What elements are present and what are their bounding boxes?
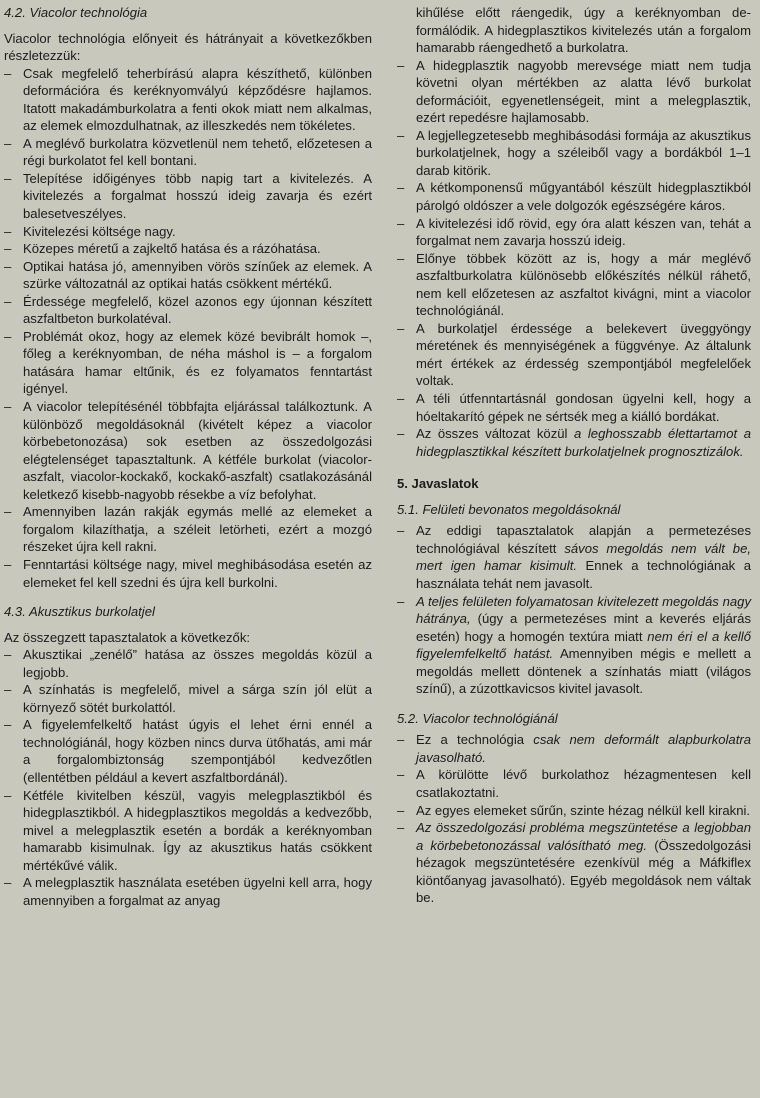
list-item-text: Problémát okoz, hogy az elemek közé bevibrált homok –, főleg a keréknyomban, de néha máshol is – a forgalom hatására hamar eltűnik, és ez folyamatos fenntartást igényel. bbox=[23, 328, 372, 397]
dash-marker: – bbox=[397, 426, 405, 442]
list-item-text: Kétféle kivitelben készül, vagyis melegplasztikból és hidegplasztikból. A hidegplasztikos megoldás a kedvezőbb, mivel a melegplasztik esetén a bordák a keréknyomban hamarabb kisimulnak. Így az akusztikus hatás csökkent mértékűvé válik. bbox=[23, 787, 372, 873]
list-item bbox=[4, 258, 372, 293]
section-heading-5-1: 5.1. Felületi bevonatos megoldásoknál bbox=[397, 501, 621, 517]
list-item bbox=[397, 522, 751, 592]
dash-marker: – bbox=[4, 682, 12, 698]
list-item-text: A színhatás is megfelelő, mivel a sárga szín jól elüt a környező sötét burkolattól. bbox=[23, 682, 372, 715]
list-item-emphasis: csak nem deformált alapburkolatra javasolható. bbox=[416, 732, 751, 765]
list-item-text: Telepítése időigényes több napig tart a kivitelezés. A kivitelezés a forgalmat hosszú ideig zavarja és ezért balesetveszélyes. bbox=[23, 170, 372, 222]
list-item bbox=[4, 240, 372, 258]
list-item bbox=[4, 135, 372, 170]
list-item-text: A kivitelezési idő rövid, egy óra alatt készen van, tehát a forgalmat nem zavarja hosszú ideig. bbox=[416, 215, 751, 249]
list-4-3-continued bbox=[397, 57, 751, 461]
left-column bbox=[4, 4, 372, 909]
list-item-text: Érdessége megfelelő, közel azonos egy újonnan készített aszfaltbeton burkolatéval. bbox=[23, 293, 372, 327]
dash-marker: – bbox=[397, 523, 405, 539]
list-item bbox=[4, 65, 372, 135]
section-heading-5: 5. Javaslatok bbox=[397, 476, 479, 492]
list-item-text: A legjellegzetesebb meghibásodási formája az akusztikus burkolatjelnek, hogy a széleiből vagy a bordákból 1–1 darab kitörik. bbox=[416, 127, 751, 178]
list-item bbox=[397, 593, 751, 698]
list-item-text: A figyelemfelkeltő hatást úgyis el lehet érni ennél a technológiánál, hogy közben nincs durva ütőhatás, ami már a forgalombiztonság szempontjából kedvezőtlen (ellentétben például a kevert aszfaltbordánál). bbox=[23, 717, 372, 785]
list-4-3 bbox=[4, 646, 372, 909]
dash-marker: – bbox=[397, 820, 405, 836]
list-item-text: A körülötte lévő burkolathoz hézagmentesen kell csatlakoztatni. bbox=[416, 767, 751, 800]
list-item bbox=[397, 320, 751, 390]
dash-marker: – bbox=[397, 593, 405, 609]
dash-marker: – bbox=[4, 65, 12, 81]
list-item-text: Az egyes elemeket sűrűn, szinte hézag nélkül kell kirakni. bbox=[416, 802, 751, 818]
dash-marker: – bbox=[4, 293, 12, 309]
list-item-emphasis: a leghosszabb élettartamot a hidegplasztikkal készített burkolatjelnek prognosztizálok. bbox=[416, 426, 751, 459]
list-item-text: Optikai hatása jó, amennyiben vörös színűek az elemek. A szürke változatnál az optikai hatás csökkent mértékű. bbox=[23, 258, 372, 292]
list-item-text: Közepes méretű a zajkeltő hatása és a rázóhatása. bbox=[23, 241, 321, 257]
list-item-emphasis: A teljes felületen folyamatosan kivitelezett megoldás nagy hátránya, bbox=[416, 593, 751, 627]
dash-marker: – bbox=[4, 170, 12, 186]
list-4-2 bbox=[4, 65, 372, 591]
dash-marker: – bbox=[397, 767, 405, 783]
dash-marker: – bbox=[4, 717, 12, 733]
section-intro-4-2: Viacolor technológia előnyeit és hátrányait a következőkben részletezzük: bbox=[4, 30, 372, 64]
dash-marker: – bbox=[397, 320, 405, 336]
list-item bbox=[397, 425, 751, 460]
list-item bbox=[397, 215, 751, 250]
list-5-1 bbox=[397, 522, 751, 697]
list-item-continued bbox=[397, 4, 751, 57]
list-item bbox=[4, 646, 372, 681]
dash-marker: – bbox=[4, 875, 12, 891]
section-intro-4-3: Az összegzett tapasztalatok a következők: bbox=[4, 629, 251, 645]
list-5-2 bbox=[397, 731, 751, 906]
dash-marker: – bbox=[4, 135, 12, 151]
dash-marker: – bbox=[4, 556, 12, 572]
list-item-text: A kétkomponensű műgyantából készült hidegplasztikból párolgó oldószer a vele dolgozók egészségére káros. bbox=[416, 180, 751, 214]
list-item-text: kihűlése előtt ráengedik, úgy a keréknyomban deformálódik. A hidegplasztikos kivitelezés után a forgalom hamarabb ráengedhető a burkolatra. bbox=[416, 5, 751, 56]
list-item-text: Előnye többek között az is, hogy a már meglévő aszfaltburkolatra különösebb előkészítés nélkül ráhető, nem kell előzetesen az aszfaltot kivágni, mint a viacolor technológiánál. bbox=[416, 250, 751, 319]
dash-marker: – bbox=[4, 258, 12, 274]
dash-marker: – bbox=[397, 57, 405, 73]
dash-marker: – bbox=[397, 732, 405, 748]
list-item bbox=[4, 293, 372, 328]
dash-marker: – bbox=[397, 250, 405, 266]
list-item-text: Ez a technológia bbox=[416, 732, 534, 748]
dash-marker: – bbox=[397, 180, 405, 196]
list-item-emphasis: sávos megoldás nem vált be, mert igen hamar kisimult. bbox=[416, 540, 751, 574]
list-item bbox=[4, 398, 372, 503]
list-item bbox=[397, 250, 751, 320]
list-item-text: Amennyiben lazán rakják egymás mellé az elemeket a forgalom kilazíthatja, a széleit letörheti, ezért a mozgó részeket újra kell rakni. bbox=[23, 504, 372, 555]
list-item bbox=[4, 170, 372, 223]
list-item bbox=[397, 179, 751, 214]
dash-marker: – bbox=[4, 647, 12, 663]
list-item bbox=[397, 57, 751, 127]
list-item-text: A burkolatjel érdessége a belekevert üveggyöngy méretének és mennyiségének a függvénye. Az általunk mért értékek az érdesség szempontjából megfelelőek voltak. bbox=[416, 320, 751, 389]
list-item bbox=[4, 223, 372, 241]
list-item-text: Kivitelezési költsége nagy. bbox=[23, 223, 176, 239]
list-item bbox=[4, 716, 372, 786]
list-item-text: A viacolor telepítésénél többfajta eljárással találkoztunk. A különböző megoldásoknál (kivételt képez a viacolor körbebetonozása) sok esetben az összedolgozási elégtelenséget tapasztaltunk. A kétféle burkolat (viacolor-aszfalt, viacolor-kockakő, kockakő-aszfalt) csatlakozásánál keletkező kisebb-nagyobb résekbe a víz befolyhat. bbox=[23, 399, 372, 502]
dash-marker: – bbox=[4, 241, 12, 257]
list-item-text: (úgy a permetezéses mint a keverés eljárás esetén) hogy a homogén textúra miatt bbox=[416, 611, 751, 644]
list-item bbox=[397, 802, 751, 820]
dash-marker: – bbox=[4, 399, 12, 415]
list-item-text: A téli útfenntartásnál gondosan ügyelni kell, hogy a hóeltakarító gépek ne sértsék meg a kiálló bordákat. bbox=[416, 391, 751, 424]
list-item bbox=[397, 127, 751, 180]
list-item-text: Csak megfelelő teherbírású alapra készíthető, különben deformációra és keréknyomvályú képződésre hajlamos. Itatott makadámburkolatra a fenti okok miatt nem alkalmas, az elemek elmozdulhatnak, az illeszkedés nem tökéletes. bbox=[23, 65, 372, 134]
list-item-emphasis: nem éri el a kellő figyelemfelkeltő hatást. bbox=[416, 628, 751, 662]
section-heading-4-2: 4.2. Viacolor technológia bbox=[4, 5, 148, 20]
list-item-text: A meglévő burkolatra közvetlenül nem tehető, előzetesen a régi burkolatot fel kell bontani. bbox=[23, 135, 372, 169]
dash-marker: – bbox=[4, 787, 12, 803]
list-item bbox=[4, 503, 372, 556]
list-item-emphasis: Az összedolgozási probléma megszüntetése a legjobban a körbebetonozással valósítható meg. bbox=[416, 820, 751, 853]
list-item bbox=[397, 390, 751, 425]
list-item-text: Az eddigi tapasztalatok alapján a permetezéses technológiával készített bbox=[416, 523, 751, 556]
dash-marker: – bbox=[397, 391, 405, 407]
list-item-text: Amennyiben mégis e mellett a megoldás mellett döntenek a színhatás miatt (világos színű), a zúzottkavicsos kivitel javasolt. bbox=[416, 646, 751, 697]
dash-marker: – bbox=[397, 127, 405, 143]
list-item-text: Fenntartási költsége nagy, mivel meghibásodása esetén az elemeket fel kell szedni és újra kell burkolni. bbox=[23, 556, 372, 590]
list-item bbox=[4, 874, 372, 909]
dash-marker: – bbox=[397, 802, 405, 818]
list-item-text: A melegplasztik használata esetében ügyelni kell arra, hogy amennyiben a forgalmat az anyag bbox=[23, 875, 372, 908]
list-item-text: Az összes változat közül bbox=[416, 426, 575, 442]
dash-marker: – bbox=[397, 215, 405, 231]
dash-marker: – bbox=[4, 223, 12, 239]
list-item bbox=[397, 731, 751, 766]
list-item-text: Ennek a technológiának a használata tehát nem javasolt. bbox=[416, 558, 751, 591]
section-heading-4-3: 4.3. Akusztikus burkolatjel bbox=[4, 604, 155, 620]
list-item bbox=[397, 819, 751, 907]
list-item bbox=[4, 681, 372, 716]
list-item bbox=[4, 328, 372, 398]
section-heading-5-2: 5.2. Viacolor technológiánál bbox=[397, 710, 558, 726]
list-item bbox=[397, 766, 751, 801]
list-item bbox=[4, 556, 372, 591]
list-item-text: A hidegplasztik nagyobb merevsége miatt nem tudja követni olyan mértékben az alatta lévő burkolat deformációit, egyenetlenségeit, mint a melegplasztik, ezért repedésre hajlamosabb. bbox=[416, 57, 751, 126]
list-item bbox=[4, 787, 372, 875]
right-column bbox=[397, 4, 751, 907]
dash-marker: – bbox=[4, 504, 12, 520]
dash-marker: – bbox=[4, 328, 12, 344]
list-item-text: Akusztikai „zenélő” hatása az összes megoldás közül a legjobb. bbox=[23, 647, 372, 680]
list-item-text: (Összedolgozási hézagok megszüntetésére ezenkívül még a Máfkiflex kiöntőanyag javasolható). Egyéb megoldások nem váltak be. bbox=[416, 837, 751, 906]
